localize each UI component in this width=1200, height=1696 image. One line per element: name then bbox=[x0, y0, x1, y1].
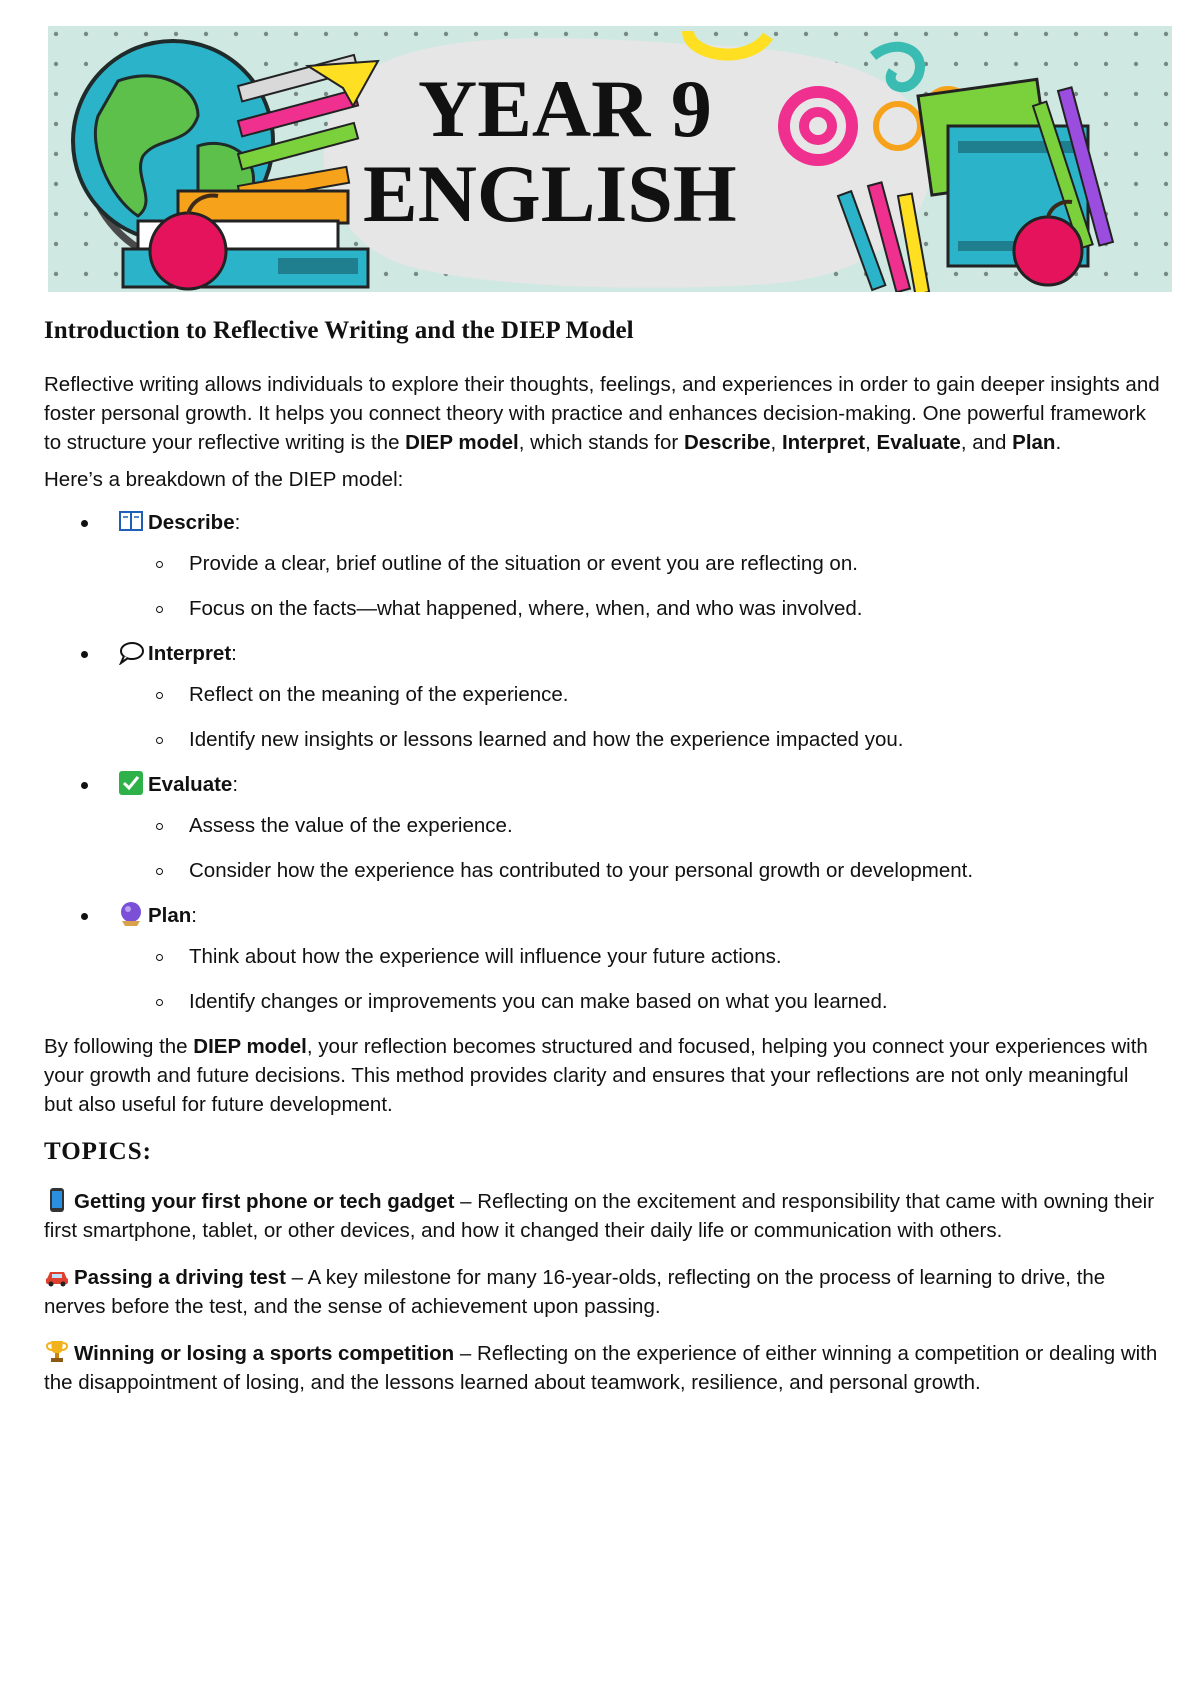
document-body bbox=[44, 314, 1162, 1415]
topics-heading: TOPICS: bbox=[44, 1138, 152, 1165]
list-item: Identify new insights or lessons learned and how the experience impacted you. bbox=[44, 725, 1162, 754]
banner-line-2: ENGLISH bbox=[363, 148, 737, 239]
topic-item: Passing a driving test – A key milestone for many 16-year-olds, reflecting on the process of learning to drive, the nerves before the test, and the sense of achievement upon passing. bbox=[44, 1263, 1162, 1321]
step-describe: Describe: Provide a clear, brief outline of the situation or event you are reflecting on. Focus on the facts—what happened, where, when, and who was involved. bbox=[44, 508, 1162, 623]
trophy-icon bbox=[44, 1339, 70, 1365]
list-item: Focus on the facts—what happened, where, when, and who was involved. bbox=[44, 594, 1162, 623]
mobile-phone-icon bbox=[44, 1187, 70, 1213]
crystal-ball-icon bbox=[118, 901, 144, 927]
list-item: Reflect on the meaning of the experience. bbox=[44, 680, 1162, 709]
list-item: Consider how the experience has contributed to your personal growth or development. bbox=[44, 856, 1162, 885]
intro-paragraph: Reflective writing allows individuals to explore their thoughts, feelings, and experiences in order to gain deeper insights and foster personal growth. It helps you connect theory with practice and enhances decision-making. One powerful framework to structure your reflective writing is the DIEP model, which stands for Describe, Interpret, Evaluate, and Plan. bbox=[44, 373, 1160, 454]
list-item: Identify changes or improvements you can make based on what you learned. bbox=[44, 987, 1162, 1016]
closing-paragraph: By following the DIEP model, your reflection becomes structured and focused, helping you connect your experiences with your growth and future decisions. This method provides clarity and ensures that your reflections are not only meaningful but also useful for future development. bbox=[44, 1035, 1148, 1116]
step-plan: Plan: Think about how the experience will influence your future actions. Identify changes or improvements you can make based on what you learned. bbox=[44, 901, 1162, 1016]
header-banner bbox=[48, 26, 1172, 292]
check-mark-icon bbox=[118, 770, 144, 796]
list-item: Think about how the experience will influence your future actions. bbox=[44, 942, 1162, 971]
topic-item: Winning or losing a sports competition – Reflecting on the experience of either winning a competition or dealing with the disappointment of losing, and the lessons learned about teamwork, resilience, and personal growth. bbox=[44, 1339, 1162, 1397]
book-icon bbox=[118, 508, 144, 534]
diep-steps-list bbox=[44, 508, 1162, 1016]
list-item: Assess the value of the experience. bbox=[44, 811, 1162, 840]
banner-line-1: YEAR 9 bbox=[418, 63, 712, 154]
car-icon bbox=[44, 1263, 70, 1289]
step-interpret: Interpret: Reflect on the meaning of the experience. Identify new insights or lessons learned and how the experience impacted you. bbox=[44, 639, 1162, 754]
step-evaluate: Evaluate: Assess the value of the experience. Consider how the experience has contributed to your personal growth or development. bbox=[44, 770, 1162, 885]
banner-illustration bbox=[48, 26, 1172, 292]
list-item: Provide a clear, brief outline of the situation or event you are reflecting on. bbox=[44, 549, 1162, 578]
breakdown-lead: Here’s a breakdown of the DIEP model: bbox=[44, 468, 404, 491]
topic-item: Getting your first phone or tech gadget – Reflecting on the excitement and responsibility that came with owning their first smartphone, tablet, or other devices, and how it changed their daily life or communication with others. bbox=[44, 1187, 1162, 1245]
speech-bubble-icon bbox=[118, 639, 144, 665]
page-title: Introduction to Reflective Writing and the DIEP Model bbox=[44, 317, 634, 344]
